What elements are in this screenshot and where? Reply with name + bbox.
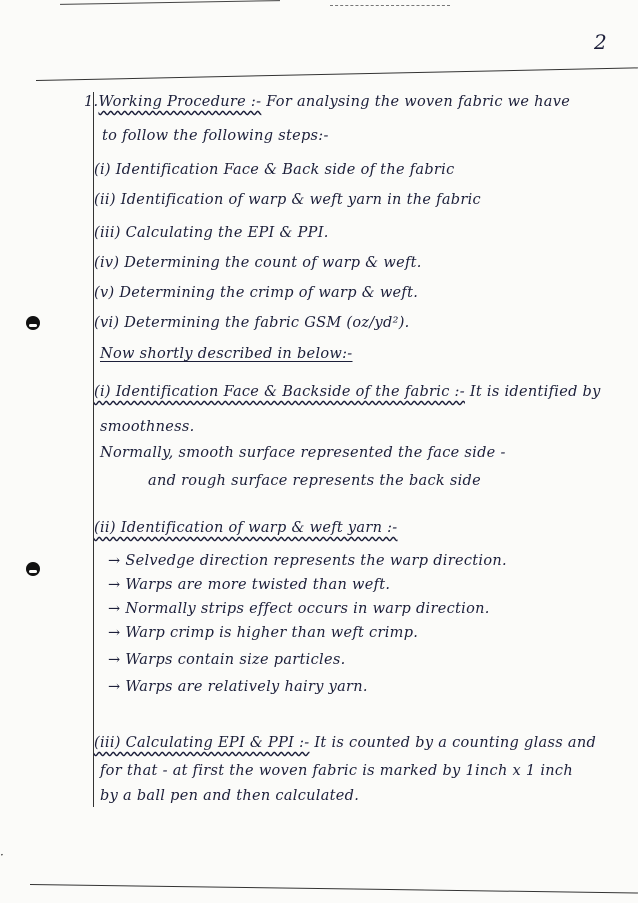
section-heading: (ii) Identification of warp & weft yarn :-	[94, 520, 398, 536]
section-iii-line-2: for that - at first the woven fabric is marked by 1inch x 1 inch	[100, 763, 573, 779]
header-rule	[36, 67, 638, 81]
section-i-line-3: Normally, smooth surface represented the face side -	[100, 445, 506, 461]
section-i-line-4: and rough surface represents the back side	[148, 473, 482, 489]
section-i-line-2: smoothness.	[100, 419, 195, 435]
bullet-2: → Warps are more twisted than weft.	[108, 577, 391, 593]
line-text: It is counted by a counting glass and	[309, 735, 597, 751]
section-heading: Working Procedure :-	[98, 94, 262, 110]
punch-hole-bottom	[26, 562, 40, 576]
footer-rule	[30, 884, 638, 893]
section-i-line	[94, 384, 601, 400]
line-text: For analysing the woven fabric we have	[261, 94, 571, 110]
step-4: (iv) Determining the count of warp & weft.	[94, 255, 422, 271]
section-iii-line	[94, 735, 596, 751]
line-2: to follow the following steps:-	[102, 128, 329, 144]
step-6: (vi) Determining the fabric GSM (oz/yd²).	[94, 315, 410, 331]
top-edge-dash	[330, 5, 450, 6]
page-number: 2	[594, 30, 607, 54]
margin-mark: ·	[0, 848, 4, 862]
section-iii-line-3: by a ball pen and then calculated.	[100, 788, 360, 804]
intro-line: Now shortly described in below:-	[100, 346, 353, 362]
bullet-3: → Normally strips effect occurs in warp direction.	[108, 601, 490, 617]
line-1	[84, 94, 570, 110]
bullet-6: → Warps are relatively hairy yarn.	[108, 679, 368, 695]
step-2: (ii) Identification of warp & weft yarn in the fabric	[94, 192, 481, 208]
bullet-1: → Selvedge direction represents the warp direction.	[108, 553, 507, 569]
section-heading: (i) Identification Face & Backside of the fabric :-	[94, 384, 465, 400]
line-text: It is identified by	[464, 384, 601, 400]
section-number: 1.	[84, 94, 99, 110]
section-ii-line	[94, 520, 398, 536]
bullet-4: → Warp crimp is higher than weft crimp.	[108, 625, 419, 641]
step-1: (i) Identification Face & Back side of the fabric	[94, 162, 455, 178]
section-heading: (iii) Calculating EPI & PPI :-	[94, 735, 310, 751]
step-3: (iii) Calculating the EPI & PPI.	[94, 225, 329, 241]
step-5: (v) Determining the crimp of warp & weft.	[94, 285, 419, 301]
punch-hole-top	[26, 316, 40, 330]
bullet-5: → Warps contain size particles.	[108, 652, 346, 668]
top-edge-line	[60, 0, 280, 5]
